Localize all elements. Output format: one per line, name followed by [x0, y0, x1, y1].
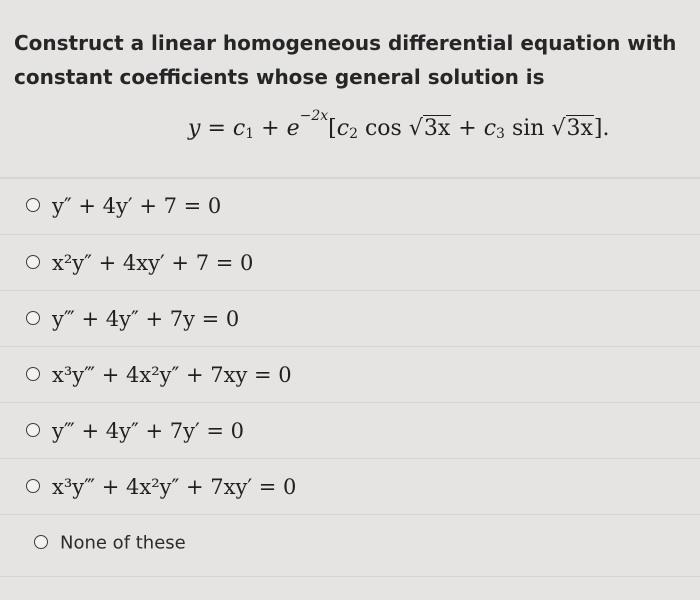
- question-prompt: Construct a linear homogeneous differential equation with constant coefficients whose general solution is: [14, 31, 677, 89]
- answer-option-e[interactable]: [0, 402, 700, 459]
- option-label: None of these: [60, 532, 186, 554]
- footer-divider: [0, 576, 700, 577]
- option-label: x³y‴ + 4x²y″ + 7xy′ = 0: [52, 475, 297, 499]
- general-solution-equation: y = c 1 + e −2x [ c 2 cos √3x + c 3 sin √3x ] .: [188, 108, 610, 142]
- answer-option-f[interactable]: [0, 458, 700, 515]
- answer-option-g[interactable]: [0, 514, 700, 571]
- radio-button[interactable]: [26, 367, 40, 381]
- option-label: y‴ + 4y″ + 7y′ = 0: [52, 419, 245, 443]
- option-label: x³y‴ + 4x²y″ + 7xy = 0: [52, 363, 292, 387]
- answer-option-c[interactable]: [0, 290, 700, 347]
- radio-button[interactable]: [26, 311, 40, 325]
- radio-button[interactable]: [34, 535, 48, 549]
- answer-option-b[interactable]: [0, 234, 700, 291]
- option-label: x²y″ + 4xy′ + 7 = 0: [52, 251, 254, 275]
- answer-option-d[interactable]: [0, 346, 700, 403]
- radio-button[interactable]: [26, 423, 40, 437]
- radio-button[interactable]: [26, 198, 40, 212]
- option-label: y‴ + 4y″ + 7y = 0: [52, 307, 240, 331]
- answer-option-a[interactable]: [0, 178, 700, 234]
- sqrt-cos-argument: √3x: [408, 116, 451, 141]
- option-label: y″ + 4y′ + 7 = 0: [52, 194, 222, 218]
- sqrt-sin-argument: √3x: [551, 116, 593, 141]
- radio-button[interactable]: [26, 479, 40, 493]
- radio-button[interactable]: [26, 255, 40, 269]
